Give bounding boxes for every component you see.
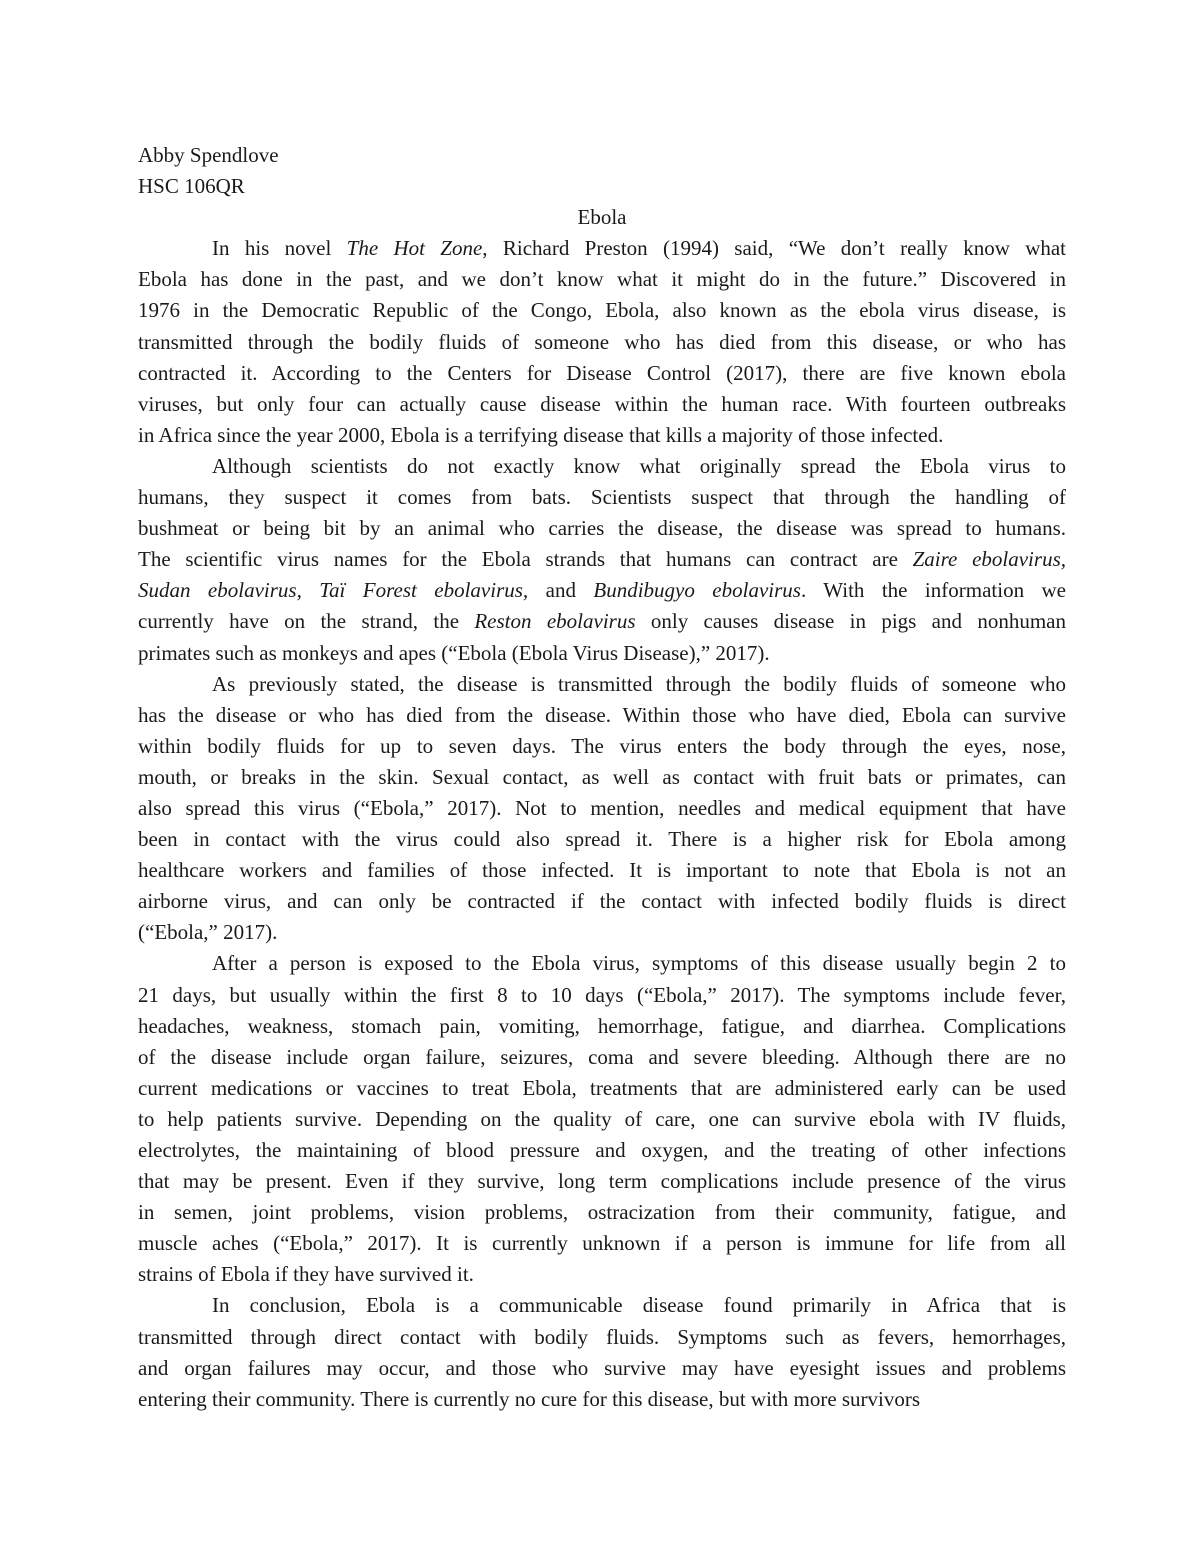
text-segment: healthcare workers and families of those infected. It is important to note that Ebola is not an (138, 858, 1066, 883)
text-segment: also spread this virus (“Ebola,” 2017). Not to mention, needles and medical equipment that have (138, 795, 1066, 820)
italic-text: Sudan ebolavirus, Taï Forest ebolavirus, (138, 578, 529, 603)
text-segment: bushmeat or being bit by an animal who carries the disease, the disease was spread to humans. (138, 516, 1066, 541)
text-segment: mouth, or breaks in the skin. Sexual contact, as well as contact with fruit bats or primates, can (138, 764, 1066, 789)
italic-text: Zaire ebolavirus, (912, 547, 1066, 572)
text-segment: airborne virus, and can only be contracted if the contact with infected bodily fluids is direct (138, 889, 1066, 914)
text-line (138, 1042, 1066, 1073)
text-segment: In his novel (212, 236, 347, 261)
text-segment: transmitted through the bodily fluids of someone who has died from this disease, or who has (138, 329, 1066, 354)
text-segment: primates such as monkeys and apes (“Ebola (Ebola Virus Disease),” 2017). (138, 640, 770, 665)
text-line (138, 1104, 1066, 1135)
text-line (138, 1384, 1066, 1415)
text-line (138, 389, 1066, 420)
paragraph (138, 451, 1066, 669)
text-segment: muscle aches (“Ebola,” 2017). It is currently unknown if a person is immune for life from all (138, 1231, 1066, 1256)
text-line (138, 575, 1066, 606)
text-segment: in Africa since the year 2000, Ebola is a terrifying disease that kills a majority of those infected. (138, 422, 944, 447)
text-segment: Ebola has done in the past, and we don’t know what it might do in the future.” Discovered in (138, 267, 1066, 292)
text-segment: electrolytes, the maintaining of blood pressure and oxygen, and the treating of other infections (138, 1138, 1066, 1162)
text-line (138, 1228, 1066, 1259)
text-segment: transmitted through direct contact with bodily fluids. Symptoms such as fevers, hemorrhages, (138, 1324, 1066, 1349)
document-body (138, 140, 1066, 1415)
text-line (138, 824, 1066, 855)
text-line (138, 606, 1066, 637)
author-name: Abby Spendlove (138, 143, 279, 167)
text-line (138, 482, 1066, 513)
text-line (138, 948, 1066, 979)
text-line (138, 793, 1066, 824)
text-segment: After a person is exposed to the Ebola virus, symptoms of this disease usually begin 2 to (212, 951, 1066, 976)
text-line (138, 1322, 1066, 1353)
text-segment: current medications or vaccines to treat Ebola, treatments that are administered early can be used (138, 1075, 1066, 1100)
text-line (138, 295, 1066, 326)
text-line (138, 886, 1066, 917)
text-segment: within bodily fluids for up to seven days. The virus enters the body through the eyes, nose, (138, 733, 1066, 758)
paragraph (138, 233, 1066, 451)
text-line (138, 731, 1066, 762)
paragraph (138, 1290, 1066, 1414)
text-line (138, 1166, 1066, 1197)
text-line (138, 513, 1066, 544)
text-line (138, 1290, 1066, 1321)
text-segment: contracted it. According to the Centers for Disease Control (2017), there are five known ebola (138, 360, 1066, 385)
text-segment: of the disease include organ failure, seizures, coma and severe bleeding. Although there are no (138, 1044, 1066, 1069)
essay-title: Ebola (577, 205, 627, 230)
text-segment: headaches, weakness, stomach pain, vomiting, hemorrhage, fatigue, and diarrhea. Complications (138, 1013, 1066, 1038)
text-segment: been in contact with the virus could also spread it. There is a higher risk for Ebola among (138, 827, 1066, 852)
text-segment: strains of Ebola if they have survived it. (138, 1262, 474, 1287)
text-segment: As previously stated, the disease is transmitted through the bodily fluids of someone who (212, 671, 1066, 696)
text-line (138, 1197, 1066, 1228)
text-line (138, 638, 1066, 669)
text-segment: that may be present. Even if they survive, long term complications include presence of the virus (138, 1169, 1066, 1194)
essay-paragraphs (138, 233, 1066, 1415)
text-line (138, 980, 1066, 1011)
text-line (138, 917, 1066, 948)
text-line (138, 264, 1066, 295)
text-line (138, 855, 1066, 886)
text-segment: in semen, joint problems, vision problems, ostracization from their community, fatigue, and (138, 1200, 1066, 1225)
text-line (138, 327, 1066, 358)
text-line (138, 700, 1066, 731)
italic-text: The Hot Zone (346, 236, 483, 261)
text-segment: . With the information we (800, 578, 1066, 603)
italic-text: Bundibugyo ebolavirus (593, 578, 801, 603)
text-segment: The scientific virus names for the Ebola strands that humans can contract are (138, 547, 913, 572)
text-segment: In conclusion, Ebola is a communicable disease found primarily in Africa that is (212, 1293, 1066, 1318)
text-segment: Although scientists do not exactly know what originally spread the Ebola virus to (212, 453, 1066, 478)
text-segment: viruses, but only four can actually cause disease within the human race. With fourteen outbreaks (138, 391, 1066, 416)
text-line (138, 669, 1066, 700)
text-segment: , Richard Preston (1994) said, “We don’t really know what (482, 236, 1067, 261)
text-line (138, 420, 1066, 451)
text-line (138, 233, 1066, 264)
text-line (138, 1259, 1066, 1290)
text-segment: and organ failures may occur, and those who survive may have eyesight issues and problems (138, 1355, 1066, 1380)
text-segment: entering their community. There is currently no cure for this disease, but with more survivors (138, 1386, 921, 1411)
text-line (138, 1135, 1066, 1166)
text-segment: currently have on the strand, the (138, 609, 475, 634)
text-segment: has the disease or who has died from the disease. Within those who have died, Ebola can survive (138, 702, 1066, 727)
paragraph (138, 669, 1066, 949)
text-segment: humans, they suspect it comes from bats. Scientists suspect that through the handling of (138, 485, 1066, 510)
text-line (138, 762, 1066, 793)
text-line (138, 1353, 1066, 1384)
text-segment: 1976 in the Democratic Republic of the Congo, Ebola, also known as the ebola virus disease, is (138, 298, 1066, 323)
text-segment: only causes disease in pigs and nonhuman (635, 609, 1066, 634)
course-code: HSC 106QR (138, 174, 245, 199)
text-segment: and (528, 578, 594, 603)
text-line (138, 451, 1066, 482)
text-line (138, 358, 1066, 389)
text-segment: to help patients survive. Depending on the quality of care, one can survive ebola with IV fluids, (138, 1106, 1066, 1131)
italic-text: Reston ebolavirus (474, 609, 636, 634)
text-line (138, 1073, 1066, 1104)
text-line (138, 544, 1066, 575)
text-segment: (“Ebola,” 2017). (138, 920, 278, 945)
text-segment: 21 days, but usually within the first 8 to 10 days (“Ebola,” 2017). The symptoms include fever, (138, 982, 1066, 1007)
text-line (138, 1011, 1066, 1042)
paragraph (138, 948, 1066, 1290)
